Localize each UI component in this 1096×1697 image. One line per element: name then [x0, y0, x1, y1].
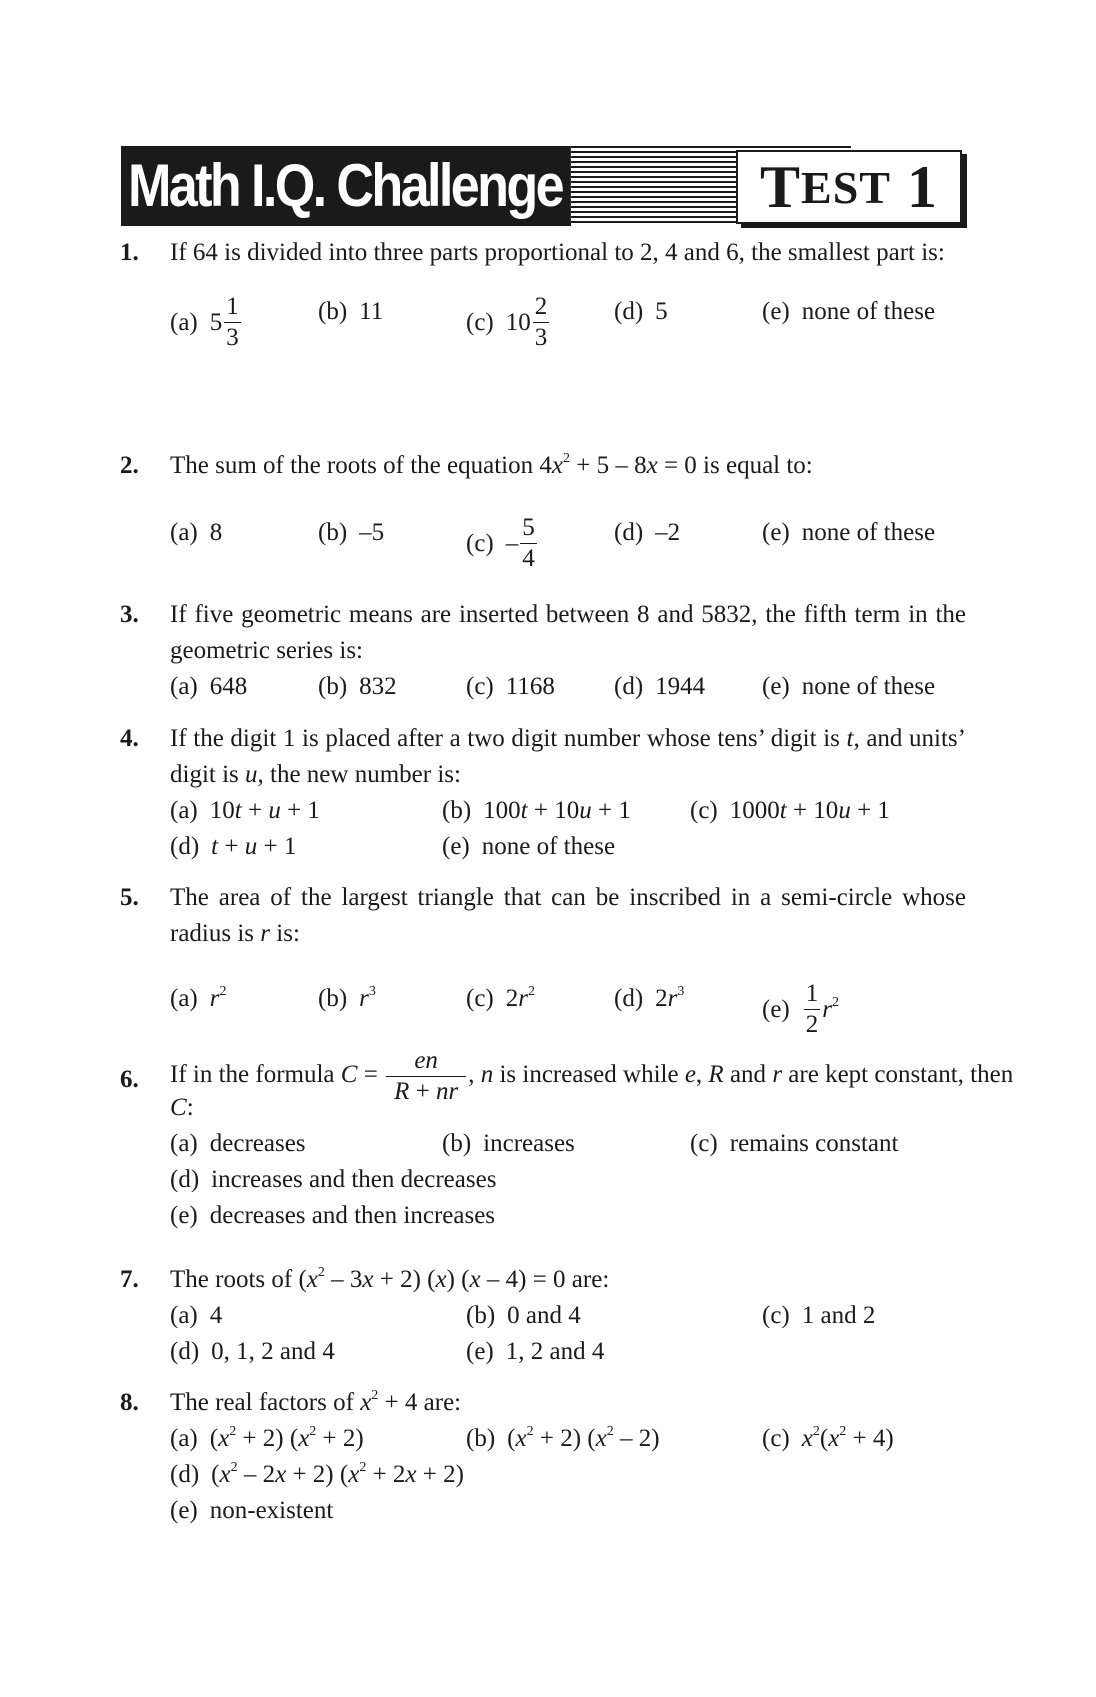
option-c[interactable]: (c) $x^2(x^2 + 4)$ [762, 1424, 894, 1452]
question-3 [120, 597, 966, 705]
options [170, 1126, 966, 1162]
option-b[interactable]: (b) 11 [318, 298, 384, 325]
option-d[interactable]: (d) 0, 1, 2 and 4 [170, 1338, 335, 1365]
option-b[interactable]: (b) –5 [318, 519, 385, 546]
question-text: If the digit 1 is placed after a two digit number whose tens’ digit is t, and units’ digit is u, the new number is: [170, 725, 966, 788]
option-b[interactable]: (b) 100t + 10u + 1 [442, 797, 631, 824]
question-4 [120, 721, 966, 865]
option-a[interactable]: (a) 5 $\frac{1}{3}$ [170, 293, 239, 351]
option-c[interactable]: (c) remains constant [690, 1130, 899, 1157]
option-a[interactable]: (a) 10t + u + 1 [170, 797, 320, 824]
question-text: The roots of $(x^2 - 3x + 2)$ (x) (x – 4) = 0 are: [170, 1265, 610, 1293]
question-text: The real factors of $x^2 + 4$ are: [170, 1388, 462, 1416]
option-c[interactable]: (c) – $\frac{5}{4}$ [466, 514, 535, 572]
option-e[interactable]: (e) $\frac{1}{2}$ $r^2$ [762, 980, 839, 1038]
option-d[interactable]: (d) $2r^3$ [614, 984, 685, 1012]
question-number: 7. [120, 1266, 139, 1293]
question-6 [120, 1040, 1014, 1234]
options [170, 669, 966, 705]
option-d[interactable]: (d) increases and then decreases [170, 1166, 497, 1193]
test-label: T EST 1 [736, 150, 962, 224]
question-2 [120, 448, 966, 572]
question-text: The area of the largest triangle that can be inscribed in a semi-circle whose radius is r is: [170, 884, 966, 947]
option-d[interactable]: (d) 1944 [614, 673, 706, 700]
option-d[interactable]: (d) t + u + 1 [170, 833, 297, 860]
question-text: If 64 is divided into three parts proportional to 2, 4 and 6, the smallest part is: [170, 239, 945, 266]
options-row-2 [170, 1457, 966, 1493]
options-row-2 [170, 1162, 966, 1198]
question-7 [120, 1262, 966, 1370]
question-number: 4. [120, 725, 139, 752]
option-b[interactable]: (b) increases [442, 1130, 575, 1157]
page-title-text: Math I.Q. Challenge [127, 152, 562, 219]
option-c[interactable]: (c) 1000t + 10u + 1 [690, 797, 890, 824]
options-row-3 [170, 1493, 966, 1529]
option-e[interactable]: (e) none of these [442, 833, 616, 860]
option-d[interactable]: (d) –2 [614, 519, 681, 546]
option-e[interactable]: (e) none of these [762, 673, 936, 700]
option-a[interactable]: (a) $r^2$ [170, 984, 227, 1012]
option-c[interactable]: (c) $2r^2$ [466, 984, 535, 1012]
option-a[interactable]: (a) 4 [170, 1302, 223, 1329]
options-row-2 [170, 1334, 966, 1370]
option-e[interactable]: (e) 1, 2 and 4 [466, 1338, 605, 1365]
header-banner [121, 146, 962, 226]
options [170, 793, 966, 829]
option-a[interactable]: (a) 648 [170, 673, 248, 700]
option-c[interactable]: (c) 1 and 2 [762, 1302, 876, 1329]
option-e[interactable]: (e) non-existent [170, 1497, 334, 1524]
option-d[interactable]: (d) $(x^2 - 2x + 2) (x^2 + 2x + 2)$ [170, 1460, 464, 1488]
options [170, 498, 966, 572]
option-a[interactable]: (a) $(x^2 + 2) (x^2 + 2)$ [170, 1424, 364, 1452]
question-text: If five geometric means are inserted between 8 and 5832, the fifth term in the geometric series is: [170, 601, 966, 664]
option-e[interactable]: (e) none of these [762, 519, 936, 546]
question-5 [120, 880, 966, 1038]
question-number: 3. [120, 601, 139, 628]
question-number: 5. [120, 884, 139, 911]
option-a[interactable]: (a) decreases [170, 1130, 306, 1157]
option-c[interactable]: (c) 1168 [466, 673, 555, 700]
option-b[interactable]: (b) $(x^2 + 2)$ $(x^2 - 2)$ [466, 1424, 660, 1452]
options-row-3 [170, 1198, 966, 1234]
question-1 [120, 235, 966, 351]
option-b[interactable]: (b) 0 and 4 [466, 1302, 581, 1329]
question-text: If in the formula C = $\frac{en}{R + nr}$ , n is increased while e, R and r are kept constant, then C: [170, 1046, 1014, 1121]
option-e[interactable]: (e) none of these [762, 298, 936, 325]
option-b[interactable]: (b) 832 [318, 673, 397, 700]
question-number: 6. [120, 1066, 139, 1093]
question-number: 1. [120, 239, 139, 266]
question-8 [120, 1385, 966, 1529]
options [170, 1298, 966, 1334]
formula-fraction: $\frac{en}{R + nr}$ [386, 1046, 466, 1107]
question-number: 2. [120, 452, 139, 479]
question-number: 8. [120, 1389, 139, 1416]
option-c[interactable]: (c) 10 $\frac{2}{3}$ [466, 293, 548, 351]
question-text: The sum of the roots of the equation $4x^2 + 5 - 8x = 0$ is equal to: [170, 451, 813, 479]
option-a[interactable]: (a) 8 [170, 519, 223, 546]
options [170, 1421, 966, 1457]
option-e[interactable]: (e) decreases and then increases [170, 1202, 496, 1229]
options [170, 277, 966, 351]
options [170, 964, 966, 1038]
option-d[interactable]: (d) 5 [614, 298, 668, 325]
option-b[interactable]: (b) $r^3$ [318, 984, 376, 1012]
page-title [121, 146, 571, 226]
options-row-2 [170, 829, 966, 865]
